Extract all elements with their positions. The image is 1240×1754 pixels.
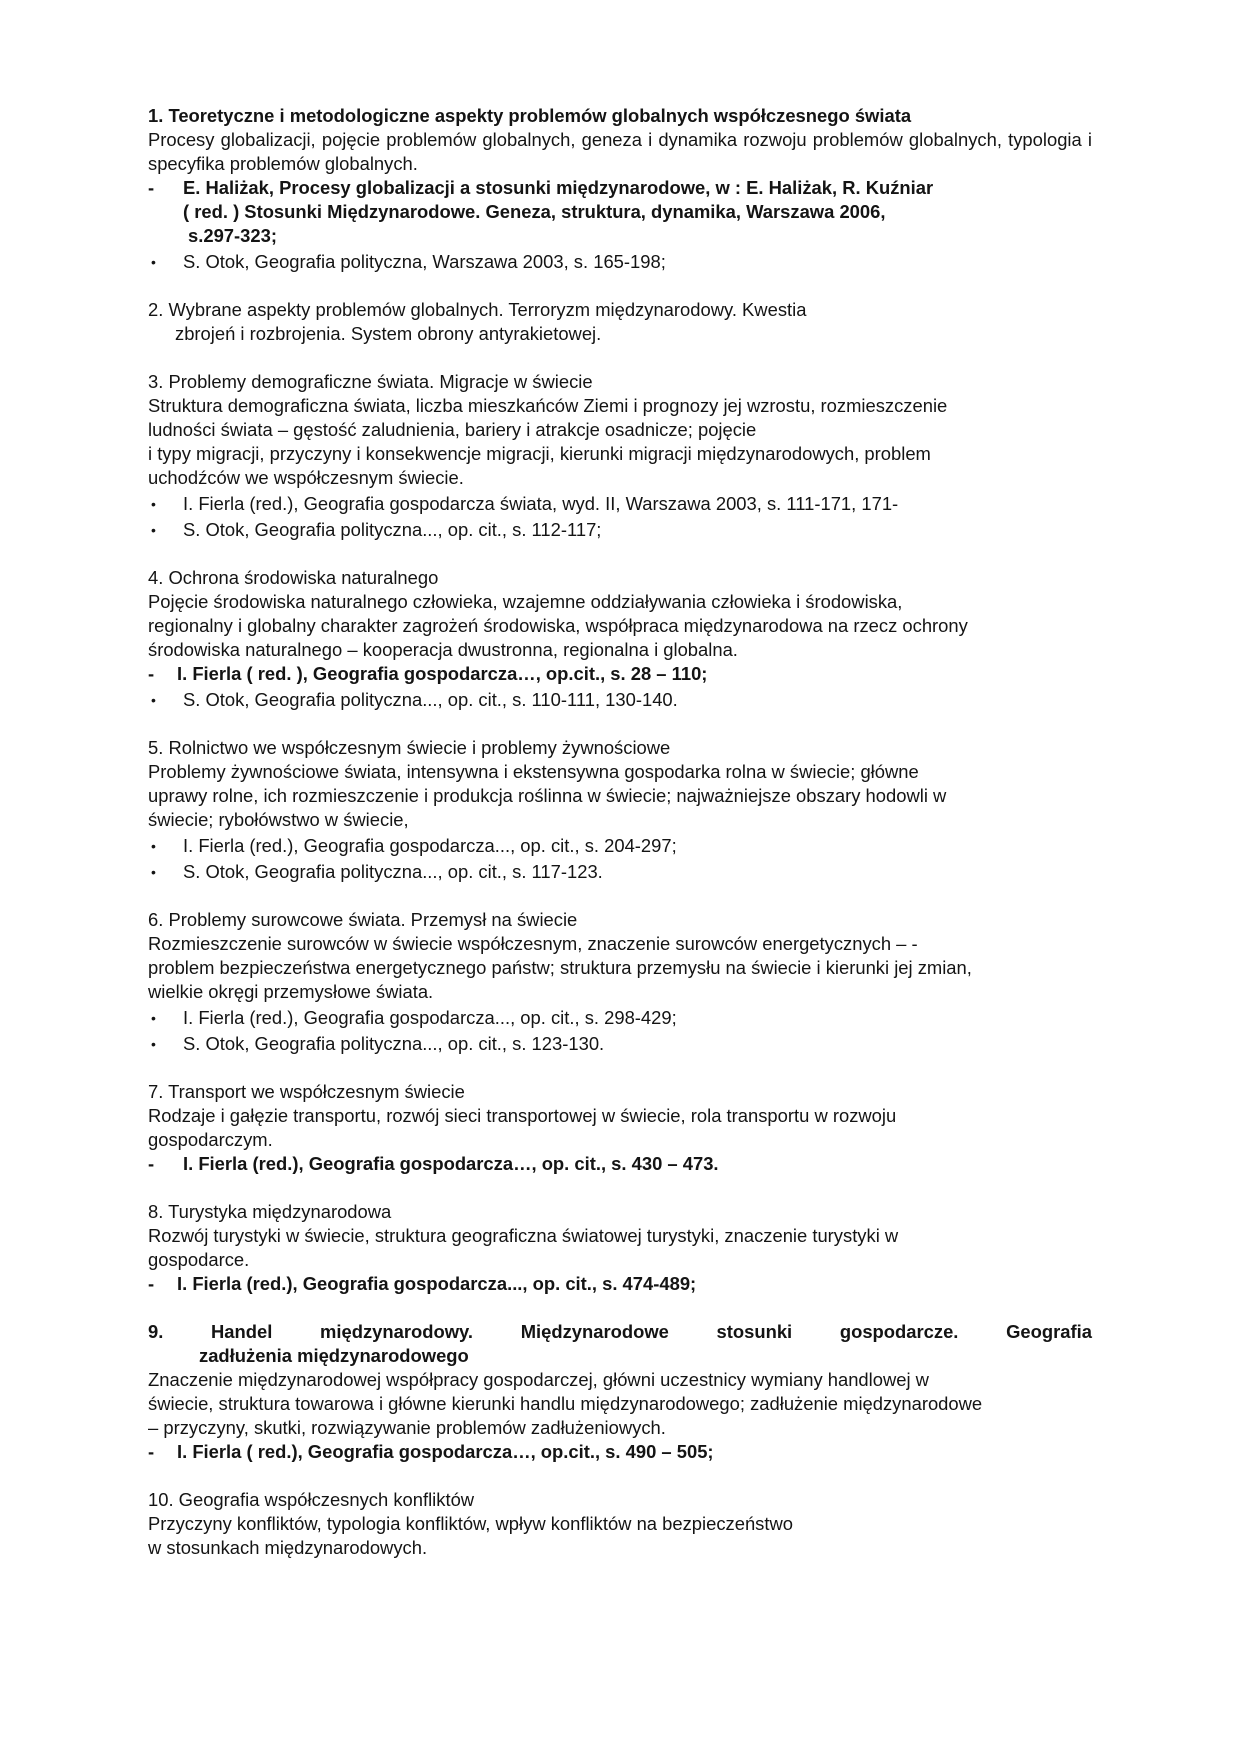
reference-item [148, 1272, 1092, 1296]
reference-item [148, 1440, 1092, 1464]
section-heading: 8. Turystyka międzynarodowa [148, 1201, 392, 1222]
description-line: wielkie okręgi przemysłowe świata. [148, 981, 434, 1002]
description-line: problem bezpieczeństwa energetycznego państw; struktura przemysłu na świecie i kierunki jej zmian, [148, 957, 972, 978]
reference-text: I. Fierla ( red. ), Geografia gospodarcza…, op.cit., s. 28 – 110; [177, 663, 708, 684]
bullet-marker: • [151, 522, 156, 538]
dash-marker: - [148, 177, 155, 198]
description-line: w stosunkach międzynarodowych. [148, 1537, 428, 1558]
heading-word: stosunki [716, 1321, 793, 1342]
heading-word: Geografia [1006, 1321, 1092, 1342]
bullet-marker: • [151, 838, 156, 854]
description-line: Znaczenie międzynarodowej współpracy gospodarczej, główni uczestnicy wymiany handlowej w [148, 1369, 929, 1390]
description-line: gospodarczym. [148, 1129, 273, 1150]
description-line: regionalny i globalny charakter zagrożeń środowiska, współpraca międzynarodowa na rzecz ochrony [148, 615, 968, 636]
reference-text: S. Otok, Geografia polityczna..., op. cit., s. 117-123. [183, 861, 603, 882]
description-line: Rozmieszczenie surowców w świecie współczesnym, znaczenie surowców energetycznych – - [148, 933, 918, 954]
dash-marker: - [148, 1153, 155, 1174]
reference-line: ( red. ) Stosunki Międzynarodowe. Geneza, struktura, dynamika, Warszawa 2006, [183, 201, 886, 222]
section-7 [148, 1080, 1092, 1176]
reference-text: S. Otok, Geografia polityczna..., op. cit., s. 123-130. [183, 1033, 605, 1054]
reference-item [148, 492, 1092, 516]
description-line: ludności świata – gęstość zaludnienia, bariery i atrakcje osadnicze; pojęcie [148, 419, 757, 440]
reference-item [148, 1032, 1092, 1056]
reference-item [148, 1152, 1092, 1176]
reference-text: I. Fierla (red.), Geografia gospodarcza…, op. cit., s. 430 – 473. [183, 1153, 719, 1174]
reference-item [148, 1006, 1092, 1030]
section-10 [148, 1488, 1092, 1560]
reference-item [148, 860, 1092, 884]
reference-text: I. Fierla ( red.), Geografia gospodarcza…, op.cit., s. 490 – 505; [177, 1441, 714, 1462]
reference-text: S. Otok, Geografia polityczna, Warszawa 2003, s. 165-198; [183, 251, 666, 272]
document-page [148, 104, 1092, 1584]
reference-text: I. Fierla (red.), Geografia gospodarcza..., op. cit., s. 204-297; [183, 835, 677, 856]
description-line: i typy migracji, przyczyny i konsekwencje migracji, kierunki migracji międzynarodowych, problem [148, 443, 931, 464]
section-heading-cont: zbrojeń i rozbrojenia. System obrony antyrakietowej. [175, 323, 602, 344]
bullet-marker: • [151, 254, 156, 270]
bullet-marker: • [151, 1036, 156, 1052]
description-line: Rodzaje i gałęzie transportu, rozwój sieci transportowej w świecie, rola transportu w rozwoju [148, 1105, 897, 1126]
description-line: uprawy rolne, ich rozmieszczenie i produkcja roślinna w świecie; najważniejsze obszary hodowli w [148, 785, 947, 806]
section-heading [148, 1320, 1092, 1344]
section-heading: 10. Geografia współczesnych konfliktów [148, 1489, 475, 1510]
description-line: świecie, struktura towarowa i główne kierunki handlu międzynarodowego; zadłużenie międzynarodowe [148, 1393, 983, 1414]
bullet-marker: • [151, 692, 156, 708]
section-8 [148, 1200, 1092, 1296]
reference-line: E. Haliżak, Procesy globalizacji a stosunki międzynarodowe, w : E. Haliżak, R. Kuźniar [183, 177, 934, 198]
reference-text: S. Otok, Geografia polityczna..., op. cit., s. 112-117; [183, 519, 602, 540]
description-line: Pojęcie środowiska naturalnego człowieka, wzajemne oddziaływania człowieka i środowiska, [148, 591, 903, 612]
description-line: Problemy żywnościowe świata, intensywna i ekstensywna gospodarka rolna w świecie; główne [148, 761, 919, 782]
section-description: Procesy globalizacji, pojęcie problemów globalnych, geneza i dynamika rozwoju problemów globalnych, typologia i specyfika problemów globalnych. [148, 129, 1092, 174]
reference-item [148, 518, 1092, 542]
description-line: Struktura demograficzna świata, liczba mieszkańców Ziemi i prognozy jej wzrostu, rozmieszczenie [148, 395, 948, 416]
bullet-marker: • [151, 864, 156, 880]
section-heading: 2. Wybrane aspekty problemów globalnych. Terroryzm międzynarodowy. Kwestia [148, 299, 807, 320]
section-heading: 5. Rolnictwo we współczesnym świecie i problemy żywnościowe [148, 737, 671, 758]
section-2 [148, 298, 1092, 346]
description-line: Rozwój turystyki w świecie, struktura geograficzna światowej turystyki, znaczenie turystyki w [148, 1225, 899, 1246]
section-3 [148, 370, 1092, 542]
heading-word: międzynarodowy. [320, 1321, 473, 1342]
section-heading: 1. Teoretyczne i metodologiczne aspekty problemów globalnych współczesnego świata [148, 105, 912, 126]
heading-word: Międzynarodowe [520, 1321, 669, 1342]
section-1 [148, 104, 1092, 274]
section-6 [148, 908, 1092, 1056]
reference-item [148, 250, 1092, 274]
description-line: uchodźców we współczesnym świecie. [148, 467, 464, 488]
section-9 [148, 1320, 1092, 1464]
heading-word: Handel [211, 1321, 273, 1342]
reference-text: I. Fierla (red.), Geografia gospodarcza..., op. cit., s. 474-489; [177, 1273, 697, 1294]
section-heading: 4. Ochrona środowiska naturalnego [148, 567, 439, 588]
reference-text: I. Fierla (red.), Geografia gospodarcza..., op. cit., s. 298-429; [183, 1007, 677, 1028]
reference-item [148, 176, 1092, 248]
reference-line: s.297-323; [188, 225, 277, 246]
dash-marker: - [148, 663, 155, 684]
section-heading: 3. Problemy demograficzne świata. Migracje w świecie [148, 371, 593, 392]
description-line: Przyczyny konfliktów, typologia konfliktów, wpływ konfliktów na bezpieczeństwo [148, 1513, 793, 1534]
section-heading: 6. Problemy surowcowe świata. Przemysł na świecie [148, 909, 578, 930]
description-line: środowiska naturalnego – kooperacja dwustronna, regionalna i globalna. [148, 639, 738, 660]
dash-marker: - [148, 1273, 155, 1294]
section-heading: 7. Transport we współczesnym świecie [148, 1081, 465, 1102]
reference-item [148, 688, 1092, 712]
description-line: – przyczyny, skutki, rozwiązywanie problemów zadłużeniowych. [148, 1417, 666, 1438]
section-heading-cont: zadłużenia międzynarodowego [199, 1345, 469, 1366]
heading-word: gospodarcze. [839, 1321, 959, 1342]
description-line: gospodarce. [148, 1249, 250, 1270]
reference-item [148, 834, 1092, 858]
heading-word: 9. [148, 1321, 164, 1342]
reference-text: I. Fierla (red.), Geografia gospodarcza świata, wyd. II, Warszawa 2003, s. 111-171, 171- [183, 493, 899, 514]
bullet-marker: • [151, 1010, 156, 1026]
description-line: świecie; rybołówstwo w świecie, [148, 809, 409, 830]
section-5 [148, 736, 1092, 884]
reference-text: S. Otok, Geografia polityczna..., op. cit., s. 110-111, 130-140. [183, 689, 678, 710]
bullet-marker: • [151, 496, 156, 512]
dash-marker: - [148, 1441, 155, 1462]
reference-item [148, 662, 1092, 686]
section-4 [148, 566, 1092, 712]
